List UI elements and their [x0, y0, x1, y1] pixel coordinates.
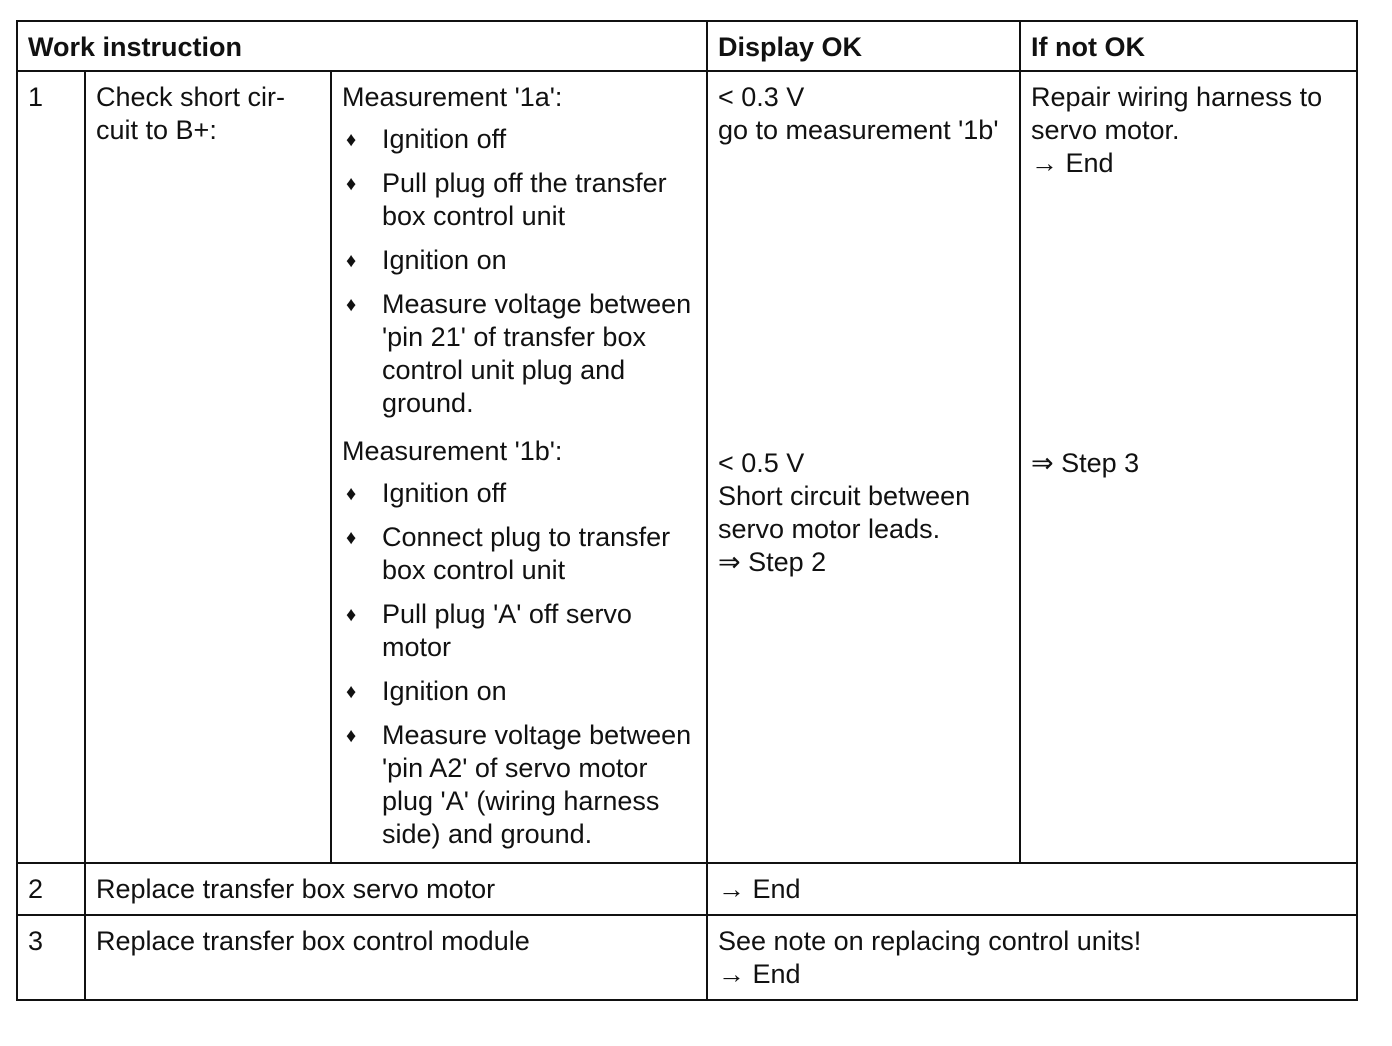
step-2-number: 2: [17, 863, 85, 915]
diamond-bullet-icon: ♦: [346, 527, 357, 549]
display-ok-line: < 0.3 V: [718, 82, 805, 112]
step-3-result-line: See note on replacing control units!: [718, 926, 1142, 956]
list-item-text: Pull plug off the transfer box control unit: [382, 168, 667, 231]
step-1-measurements: [331, 71, 707, 863]
diamond-bullet-icon: ♦: [346, 725, 357, 747]
work-instruction-table: [16, 20, 1358, 1001]
header-if-not-ok: If not OK: [1020, 21, 1357, 71]
list-item: [342, 288, 696, 420]
table-row-step-1: [17, 71, 1357, 863]
measurement-1a-steps: [342, 123, 696, 420]
list-item: [342, 477, 696, 510]
step-2-result: → End: [707, 863, 1357, 915]
list-item-text: Ignition off: [382, 124, 507, 154]
table-row-step-2: [17, 863, 1357, 915]
step-3-instruction: Replace transfer box control module: [85, 915, 707, 1000]
list-item-text: Ignition on: [382, 676, 507, 706]
measurement-1a-display-ok: [708, 72, 1019, 443]
step-1-if-not-ok: [1020, 71, 1357, 863]
header-display-ok: Display OK: [707, 21, 1020, 71]
step-1-title-line: cuit to B+:: [96, 115, 217, 145]
step-1-number: 1: [17, 71, 85, 863]
list-item: [342, 675, 696, 708]
list-item-text: Pull plug 'A' off servo motor: [382, 599, 632, 662]
list-item: [342, 598, 696, 664]
measurement-1b-title: Measurement '1b':: [342, 436, 563, 466]
if-not-ok-line: ⇒ Step 3: [1031, 448, 1140, 478]
list-item-text: Measure voltage between 'pin 21' of transfer box control unit plug and ground.: [382, 289, 692, 418]
measurement-1b-steps: [342, 477, 696, 851]
diamond-bullet-icon: ♦: [346, 173, 357, 195]
display-ok-line: ⇒ Step 2: [718, 547, 827, 577]
list-item-text: Measure voltage between 'pin A2' of servo motor plug 'A' (wiring harness side) and ground.: [382, 720, 692, 849]
table-row-step-3: [17, 915, 1357, 1000]
step-3-number: 3: [17, 915, 85, 1000]
measurement-1a-title: Measurement '1a':: [342, 82, 563, 112]
diamond-bullet-icon: ♦: [346, 250, 357, 272]
display-ok-line: < 0.5 V: [718, 448, 805, 478]
display-ok-line: servo motor leads.: [718, 514, 941, 544]
measurement-1b-if-not-ok: [1021, 443, 1356, 480]
step-3-result-line: → End: [718, 959, 801, 989]
table-header-row: [17, 21, 1357, 71]
measurement-1b-display-ok: [708, 443, 1019, 579]
step-2-instruction: Replace transfer box servo motor: [85, 863, 707, 915]
step-1-display-ok: [707, 71, 1020, 863]
list-item-text: Ignition off: [382, 478, 507, 508]
diamond-bullet-icon: ♦: [346, 129, 357, 151]
list-item-text: Connect plug to transfer box control unit: [382, 522, 671, 585]
step-1-title-line: Check short cir-: [96, 82, 286, 112]
measurement-1b-block: [332, 431, 706, 851]
list-item: [342, 719, 696, 851]
if-not-ok-line: servo motor.: [1031, 115, 1180, 145]
list-item: [342, 167, 696, 233]
measurement-1a-block: [332, 72, 706, 420]
if-not-ok-line: Repair wiring harness to: [1031, 82, 1323, 112]
diamond-bullet-icon: ♦: [346, 604, 357, 626]
work-instruction-page: [16, 20, 1356, 1001]
list-item: [342, 123, 696, 156]
header-work-instruction: Work instruction: [17, 21, 707, 71]
list-item: [342, 244, 696, 277]
measurement-1a-if-not-ok: [1021, 72, 1356, 443]
display-ok-line: go to measurement '1b': [718, 115, 999, 145]
diamond-bullet-icon: ♦: [346, 483, 357, 505]
list-item: [342, 521, 696, 587]
if-not-ok-line: → End: [1031, 148, 1114, 178]
display-ok-line: Short circuit between: [718, 481, 971, 511]
diamond-bullet-icon: ♦: [346, 294, 357, 316]
diamond-bullet-icon: ♦: [346, 681, 357, 703]
step-3-result: [707, 915, 1357, 1000]
step-1-title: [85, 71, 331, 863]
list-item-text: Ignition on: [382, 245, 507, 275]
